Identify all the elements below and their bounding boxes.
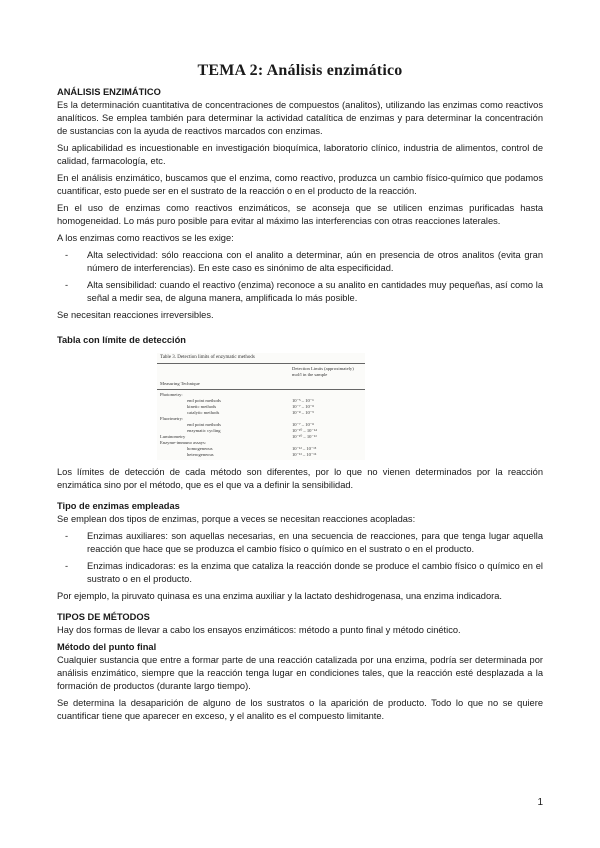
table-row-value: 10⁻⁷ – 10⁻⁸ (292, 404, 314, 409)
paragraph: En el uso de enzimas como reactivos enzimáticos, se aconseja que se utilicen enzimas purificadas hasta homogeneidad. Lo más puro posible para evitar al máximo las interferencias con otras reacciones laterales. (57, 203, 543, 226)
table-row-label: homogeneous (187, 446, 213, 451)
paragraph: Hay dos formas de llevar a cabo los ensayos enzimáticos: método a punto final y método cinético. (57, 625, 461, 635)
table-row-label: kinetic methods (187, 404, 217, 409)
detection-limits-table-image (157, 353, 365, 460)
table-row-value: 10⁻¹³ – 10⁻¹⁶ (292, 452, 317, 457)
paragraph: A los enzimas como reactivos se les exige: (57, 233, 234, 243)
table-row-value: 10⁻¹² – 10⁻¹⁵ (292, 446, 317, 451)
paragraph: Se necesitan reacciones irreversibles. (57, 310, 214, 320)
table-row-value: 10⁻⁸ – 10⁻⁹ (292, 410, 314, 415)
table-row-value: 10⁻⁷ – 10⁻⁸ (292, 422, 314, 427)
table-row-label: end point methods (187, 422, 221, 427)
list-item: - Alta selectividad: sólo reacciona con el analito a determinar, aún en presencia de otros analitos (evita gran número de interferencias). En este caso es sinónimo de alta especificidad. (65, 250, 543, 273)
section-heading-analisis: ANÁLISIS ENZIMÁTICO (57, 87, 161, 97)
table-row-value: 10⁻¹⁰ – 10⁻¹⁴ (292, 428, 317, 433)
paragraph: Por ejemplo, la piruvato quinasa es una enzima auxiliar y la lactato deshidrogenasa, una enzima indicadora. (57, 591, 502, 601)
table-col2-header: Detection Limits (approximately) mol/l in the sample (292, 366, 354, 377)
section-heading-tabla: Tabla con límite de detección (57, 335, 186, 345)
section-heading-tipo-enzimas: Tipo de enzimas empleadas (57, 501, 180, 511)
paragraph: Su aplicabilidad es incuestionable en investigación bioquímica, laboratorio clínico, industria de alimentos, control de calidad, farmacología, etc. (57, 143, 543, 166)
table-row-label: heterogeneous (187, 452, 214, 457)
list-item: - Enzimas indicadoras: es la enzima que cataliza la reacción donde se produce el cambio físico o químico en el sustrato o en el producto. (65, 561, 543, 584)
table-row-value: 10⁻⁵ – 10⁻⁶ (292, 398, 314, 403)
page-title: TEMA 2: Análisis enzimático (197, 62, 403, 79)
table-row-label: end point methods (187, 398, 221, 403)
subheading-punto-final: Método del punto final (57, 642, 157, 652)
table-row-label: Photometry: (160, 392, 183, 397)
table-row-value: 10⁻¹⁰ – 10⁻¹³ (292, 434, 317, 439)
table-col1-header: Measuring Technique (160, 381, 200, 386)
table-row-label: enzymatic cycling (187, 428, 221, 433)
table-row-label: catalytic methods (187, 410, 220, 415)
paragraph: Cualquier sustancia que entre a formar parte de una reacción catalizada por una enzima, podría ser determinada por análisis enzimático, siempre que la reacción tenga lugar en condiciones tales, que la reacción esté desplazada a la formación de productos (durante largo tiempo). (57, 655, 543, 691)
enzyme-types-list (57, 530, 543, 586)
paragraph: En el análisis enzimático, buscamos que el enzima, como reactivo, produzca un cambio físico-químico que podamos cuantificar, esto puede ser en el sustrato de la reacción o en el producto de la reacción. (57, 173, 543, 196)
list-item: - Alta sensibilidad: cuando el reactivo (enzima) reconoce a su analito en cantidades muy pequeñas, así como la señal a medir sea, de alguna manera, amplificada lo más posible. (65, 280, 543, 303)
document-body (57, 86, 543, 723)
table-row-label: Luminometry (160, 434, 186, 439)
paragraph: Se emplean dos tipos de enzimas, porque a veces se necesitan reacciones acopladas: (57, 514, 416, 524)
requirements-list (57, 249, 543, 305)
table-caption: Table 3. Detection limits of enzymatic methods (160, 355, 255, 360)
paragraph: Se determina la desaparición de alguno de los sustratos o la aparición de producto. Todo lo que no se quiere cuantificar tiene que aparecer en exceso, y el analito es el compuesto limitante. (57, 698, 543, 721)
section-heading-tipos-metodos: TIPOS DE MÉTODOS (57, 612, 150, 622)
page-number: 1 (537, 797, 543, 808)
paragraph: Los límites de detección de cada método son diferentes, por lo que no vienen determinados por la reacción enzimática sino por el método, que es el que va a definir la sensibilidad. (57, 467, 543, 490)
list-item: - Enzimas auxiliares: son aquellas necesarias, en una secuencia de reacciones, para que tenga lugar aquella reacción que hace que se produzca el cambio físico o químico en el sustrato o en el producto. (65, 531, 543, 554)
paragraph: Es la determinación cuantitativa de concentraciones de compuestos (analitos), utilizando las enzimas como reactivos analíticos. Se emplea también para determinar la actividad catalítica de enzimas y para determinar la concentración de sustancias con la ayuda de reactivos marcados con enzimas. (57, 100, 543, 136)
table-row-label: Enzyme-immuno assays: (160, 440, 207, 445)
table-row-label: Fluorimetry: (160, 416, 184, 421)
